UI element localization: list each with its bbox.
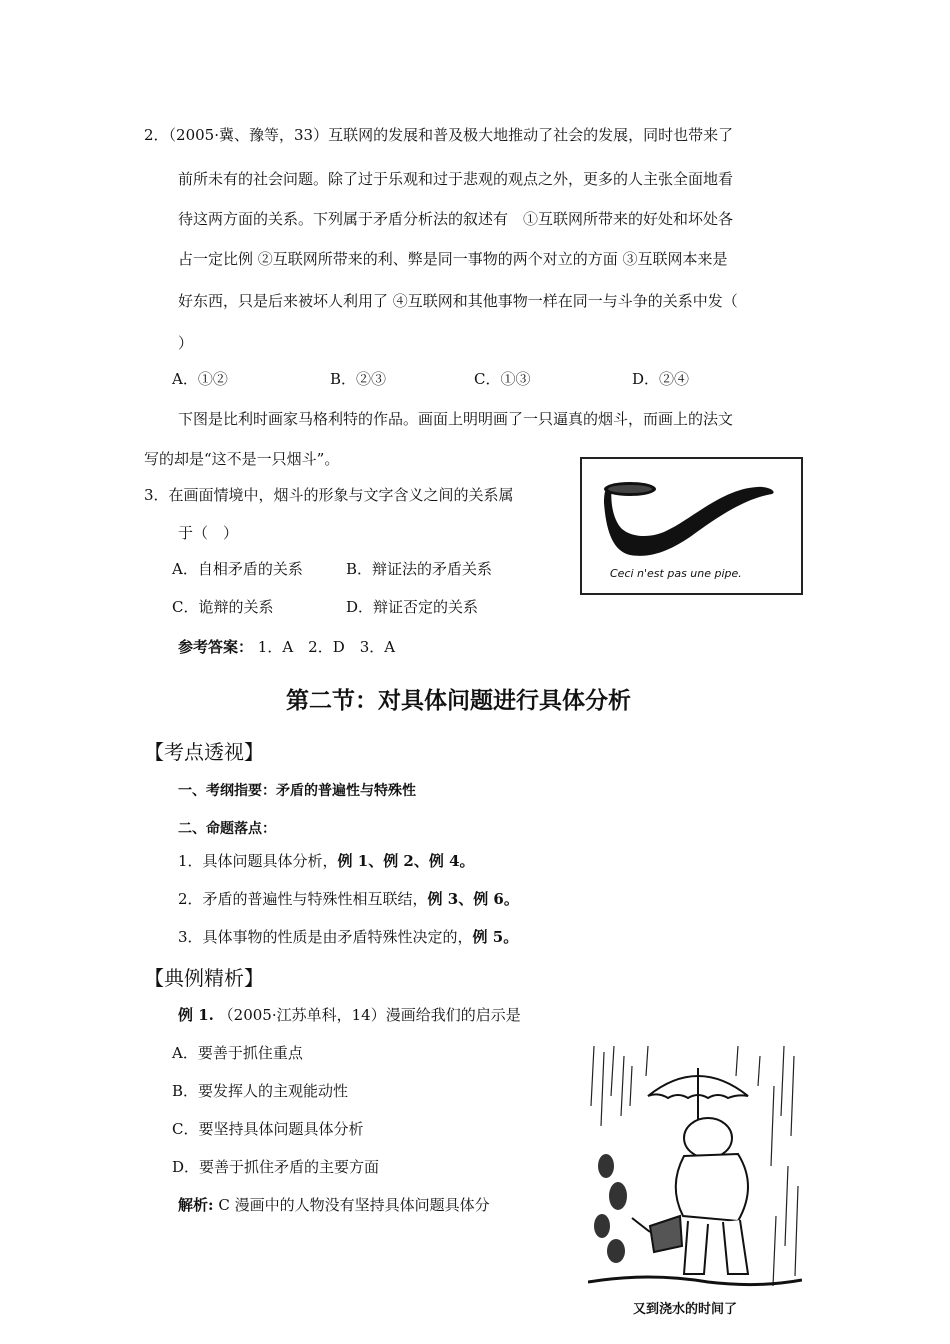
example-1-text: （2005·江苏单科，14）漫画给我们的启示是 [218,1006,521,1024]
example-1-analysis [178,1194,490,1215]
rain-cartoon-icon [588,1046,802,1294]
example-1-option-c: C．要坚持具体问题具体分析 [172,1120,364,1138]
pipe-caption: Ceci n'est pas une pipe. [610,567,742,580]
kaodian-item-3-examples: 例 5。 [472,928,519,946]
q2-option-c: C．①③ [474,370,531,388]
kaodian-item-2-examples: 例 3、例 6。 [427,890,519,908]
q3-line-2: 于（ ） [178,524,239,542]
kaodian-item-3-text: 3．具体事物的性质是由矛盾特殊性决定的， [178,928,473,946]
dianli-heading: 【典例精析】 [144,966,264,990]
kaodian-item-2-text: 2．矛盾的普遍性与特殊性相互联结， [178,890,428,908]
example-1-option-b: B．要发挥人的主观能动性 [172,1082,349,1100]
kaodian-points-label: 二、命题落点： [178,821,276,837]
q2-line-2: 前所未有的社会问题。除了过于乐观和过于悲观的观点之外，更多的人主张全面地看 [178,170,734,188]
intro-line-1: 下图是比利时画家马格利特的作品。画面上明明画了一只逼真的烟斗，而画上的法文 [178,410,734,428]
analysis-text: C 漫画中的人物没有坚持具体问题具体分 [218,1196,490,1214]
kaodian-item-1-text: 1．具体问题具体分析， [178,852,338,870]
cartoon-caption: 又到浇水的时间了 [633,1302,738,1317]
kaodian-heading: 【考点透视】 [144,740,264,764]
q3-option-b: B．辩证法的矛盾关系 [346,560,493,578]
q2-line-3: 待这两方面的关系。下列属于矛盾分析法的叙述有 ①互联网所带来的好处和坏处各 [178,210,734,228]
q2-line-1: 2．（2005·冀、豫等，33）互联网的发展和普及极大地推动了社会的发展，同时也带来了 [144,126,734,144]
kaodian-item-3 [178,926,518,947]
q2-option-a: A．①② [172,370,228,388]
q3-option-a: A．自相矛盾的关系 [172,560,303,578]
example-1-option-a: A．要善于抓住重点 [172,1044,303,1062]
q3-option-c: C．诡辩的关系 [172,598,274,616]
example-1-label: 例 1. [178,1006,214,1024]
analysis-label: 解析: [178,1196,214,1214]
kaodian-item-1 [178,850,475,871]
q2-line-6: ） [178,334,194,352]
q3-option-d: D．辩证否定的关系 [346,598,479,616]
q3-line-1: 3．在画面情境中，烟斗的形象与文字含义之间的关系属 [144,486,514,504]
answers-label: 参考答案： [178,638,254,656]
intro-line-2: 写的却是“这不是一只烟斗”。 [144,450,340,468]
q2-line-4: 占一定比例 ②互联网所带来的利、弊是同一事物的两个对立的方面 ③互联网本来是 [178,250,728,268]
section-title: 第二节：对具体问题进行具体分析 [286,688,631,714]
kaodian-item-1-examples: 例 1、例 2、例 4。 [337,852,475,870]
example-1-header [178,1004,521,1025]
kaodian-outline: 一、考纲指要：矛盾的普遍性与特殊性 [178,783,416,799]
pipe-painting [580,457,803,595]
kaodian-item-2 [178,888,519,909]
answers-text: 1．A 2．D 3．A [257,638,396,656]
q2-option-b: B．②③ [330,370,387,388]
answers [178,636,395,657]
q2-line-5: 好东西，只是后来被坏人利用了 ④互联网和其他事物一样在同一与斗争的关系中发（ [178,292,738,310]
q2-option-d: D．②④ [632,370,690,388]
cartoon-image [588,1046,802,1294]
example-1-option-d: D．要善于抓住矛盾的主要方面 [172,1158,380,1176]
